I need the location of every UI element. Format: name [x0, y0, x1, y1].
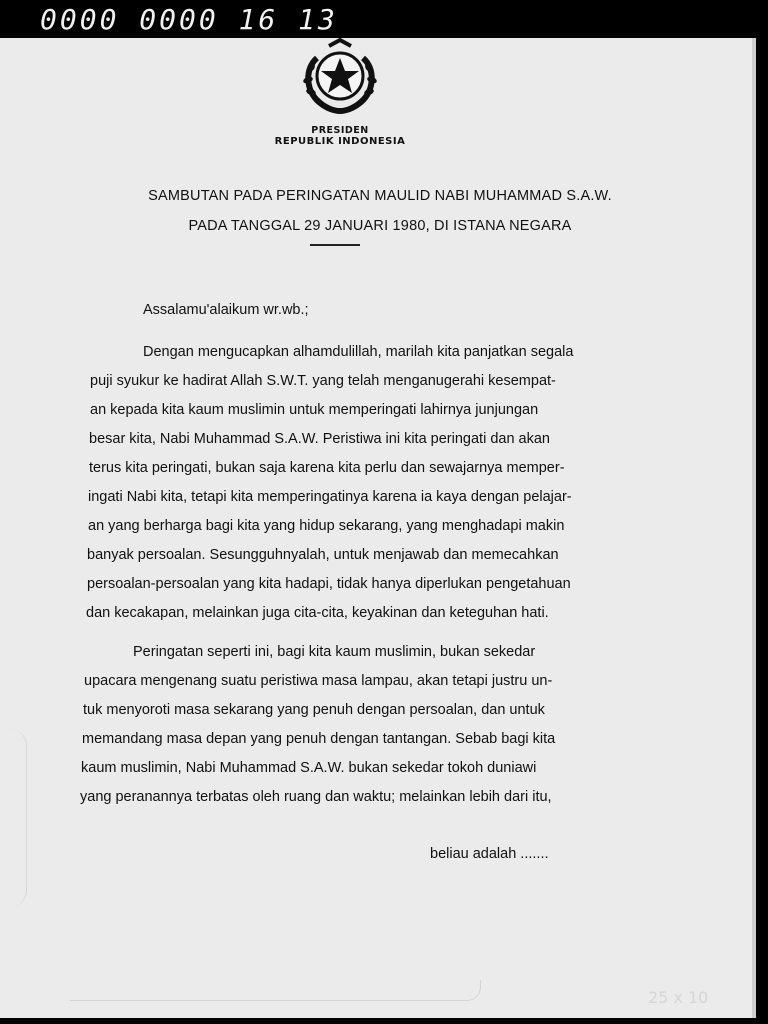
paragraph-2-line: memandang masa depan yang penuh dengan tantangan. Sebab bagi kita: [82, 731, 556, 747]
scan-bottom-mark: [70, 980, 481, 1001]
continuation-catchword: beliau adalah .......: [430, 846, 549, 862]
paragraph-1-line: puji syukur ke hadirat Allah S.W.T. yang telah menganugerahi kesempat-: [90, 373, 556, 389]
paragraph-1-line: an kepada kita kaum muslimin untuk memperingati lahirnya junjungan: [90, 402, 539, 418]
paragraph-2-line: upacara mengenang suatu peristiwa masa lampau, akan tetapi justru un-: [84, 673, 553, 689]
paragraph-2-line: tuk menyoroti masa sekarang yang penuh dengan persoalan, dan untuk: [83, 702, 545, 718]
paragraph-1-line: dan kecakapan, melainkan juga cita-cita, keyakinan dan keteguhan hati.: [86, 605, 549, 621]
page-number: 25 x 10: [648, 988, 709, 1007]
paragraph-2-line: yang peranannya terbatas oleh ruang dan waktu; melainkan lebih dari itu,: [80, 789, 552, 805]
paragraph-2-line: kaum muslimin, Nabi Muhammad S.A.W. bukan sekedar tokoh duniawi: [81, 760, 537, 776]
document-title-line-1: SAMBUTAN PADA PERINGATAN MAULID NABI MUHAMMAD S.A.W.: [148, 188, 612, 204]
paragraph-2-line: Peringatan seperti ini, bagi kita kaum muslimin, bukan sekedar: [133, 644, 536, 660]
garuda-star-wreath-icon: [297, 38, 383, 116]
microfilm-frame-code: 0000 0000 16 13: [40, 3, 338, 36]
paragraph-1-line: besar kita, Nabi Muhammad S.A.W. Peristiwa ini kita peringati dan akan: [89, 431, 550, 447]
office-title-line-1: PRESIDEN: [311, 125, 369, 136]
paragraph-1-line: banyak persoalan. Sesungguhnyalah, untuk menjawab dan memecahkan: [87, 547, 559, 563]
paragraph-1-line: an yang berharga bagi kita yang hidup sekarang, yang menghadapi makin: [88, 518, 565, 534]
title-underline: [310, 244, 360, 246]
paragraph-1-line: persoalan-persoalan yang kita hadapi, tidak hanya diperlukan pengetahuan: [87, 576, 571, 592]
paragraph-1-line: Dengan mengucapkan alhamdulillah, marilah kita panjatkan segala: [143, 344, 574, 360]
paragraph-1-line: terus kita peringati, bukan saja karena kita perlu dan sewajarnya memper-: [89, 460, 565, 476]
office-title-line-2: REPUBLIK INDONESIA: [274, 136, 406, 147]
document-page: [0, 38, 756, 1018]
paragraph-1-line: ingati Nabi kita, tetapi kita memperingatinya karena ia kaya dengan pelajar-: [88, 489, 572, 505]
document-title-line-2: PADA TANGGAL 29 JANUARI 1980, DI ISTANA NEGARA: [188, 218, 572, 234]
scan-edge-mark: [0, 728, 27, 908]
greeting: Assalamu'alaikum wr.wb.;: [143, 302, 309, 318]
